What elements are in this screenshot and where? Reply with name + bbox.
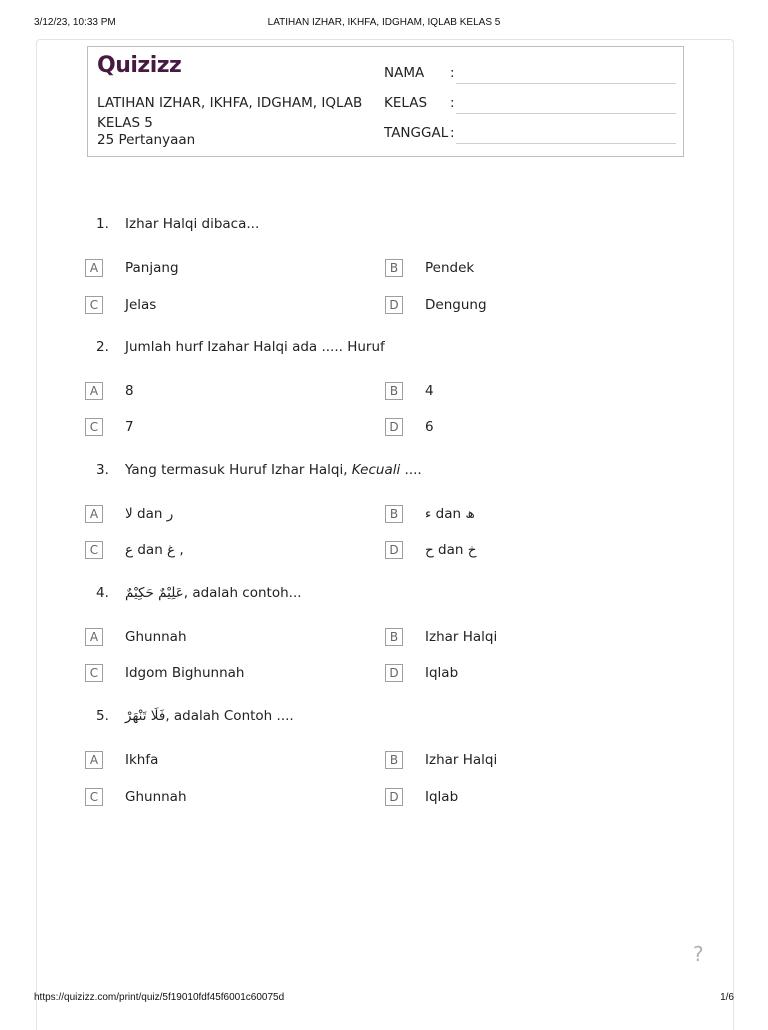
option-text: Ikhfa <box>125 752 159 768</box>
option-text: Izhar Halqi <box>425 629 498 645</box>
quiz-page <box>36 39 734 1030</box>
question-number: 5. <box>96 708 109 724</box>
option-text: ء dan ھ <box>425 506 475 522</box>
option-text: Idgom Bighunnah <box>125 665 245 681</box>
option-letter: A <box>85 505 103 523</box>
option-text: Pendek <box>425 260 475 276</box>
name-line <box>456 83 676 84</box>
option-letter: A <box>85 751 103 769</box>
option-letter: A <box>85 259 103 277</box>
option-text: Ghunnah <box>125 629 187 645</box>
option-text: Iqlab <box>425 665 459 681</box>
print-footer <box>34 992 734 1006</box>
option-text: لا dan ر <box>125 506 174 522</box>
option-text: Izhar Halqi <box>425 752 498 768</box>
quizizz-logo: Quizizz <box>97 53 182 78</box>
option-letter: B <box>385 628 403 646</box>
question-number: 2. <box>96 339 109 355</box>
option-letter: A <box>85 382 103 400</box>
question-text: عَلِيْمٌ حَكِيْمٌ, adalah contoh... <box>125 585 302 601</box>
option-text: Ghunnah <box>125 789 187 805</box>
option-letter: B <box>385 505 403 523</box>
option-text: Dengung <box>425 297 487 313</box>
option-letter: B <box>385 259 403 277</box>
option-letter: D <box>385 541 403 559</box>
option-letter: B <box>385 751 403 769</box>
question-number: 3. <box>96 462 109 478</box>
class-field[interactable]: KELAS : <box>384 95 676 115</box>
option-letter: A <box>85 628 103 646</box>
option-text: 8 <box>125 383 134 399</box>
quiz-title: LATIHAN IZHAR, IKHFA, IDGHAM, IQLAB KELAS 5 <box>97 95 363 131</box>
option-letter: B <box>385 382 403 400</box>
print-title: LATIHAN IZHAR, IKHFA, IDGHAM, IQLAB KELAS 5 <box>267 17 501 28</box>
option-text: Jelas <box>125 297 157 313</box>
question-emphasis: Kecuali <box>351 462 401 478</box>
print-header <box>34 17 734 31</box>
option-text: ع dan غ , <box>125 542 184 558</box>
class-label: KELAS <box>384 95 428 111</box>
question-text: Izhar Halqi dibaca... <box>125 216 260 232</box>
date-line <box>456 143 676 144</box>
option-letter: C <box>85 541 103 559</box>
option-text: 7 <box>125 419 134 435</box>
name-field[interactable]: NAMA : <box>384 65 676 85</box>
page-number: 1/6 <box>720 992 734 1003</box>
option-letter: D <box>385 418 403 436</box>
question-number: 1. <box>96 216 109 232</box>
print-date: 3/12/23, 10:33 PM <box>34 17 116 28</box>
print-url: https://quizizz.com/print/quiz/5f19010fdf45f6001c60075d <box>34 992 285 1003</box>
question-text: Jumlah hurf Izahar Halqi ada ..... Huruf <box>125 339 385 355</box>
option-letter: D <box>385 296 403 314</box>
option-text: Iqlab <box>425 789 459 805</box>
name-label: NAMA <box>384 65 425 81</box>
option-letter: C <box>85 418 103 436</box>
option-letter: D <box>385 664 403 682</box>
question-count: 25 Pertanyaan <box>97 132 196 148</box>
date-field[interactable]: TANGGAL : <box>384 125 676 145</box>
option-letter: C <box>85 664 103 682</box>
option-text: ح dan خ <box>425 542 477 558</box>
quiz-header-box <box>87 46 684 157</box>
date-label: TANGGAL <box>384 125 449 141</box>
question-text: فَلَا تَنْهَرْ, adalah Contoh .... <box>125 708 294 724</box>
option-text: 6 <box>425 419 434 435</box>
option-letter: D <box>385 788 403 806</box>
option-letter: C <box>85 788 103 806</box>
question-mark-icon[interactable]: ? <box>693 942 704 966</box>
question-text: Yang termasuk Huruf Izhar Halqi, Kecuali .... <box>125 462 422 478</box>
class-line <box>456 113 676 114</box>
option-text: 4 <box>425 383 434 399</box>
option-letter: C <box>85 296 103 314</box>
option-text: Panjang <box>125 260 179 276</box>
question-number: 4. <box>96 585 109 601</box>
